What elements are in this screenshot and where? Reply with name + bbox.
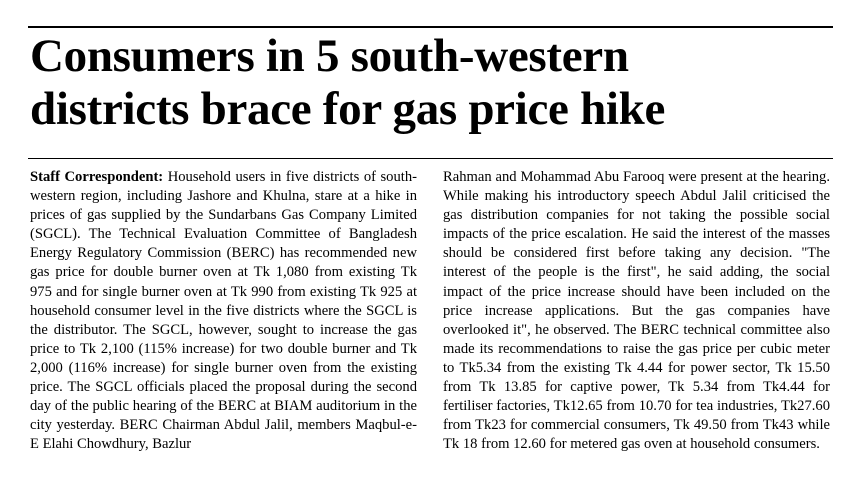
article-paragraph-right: Rahman and Mohammad Abu Farooq were present at the hearing. While making his introductory speech Abdul Jalil criticised the gas distribution companies for not taking the possible social impacts of the price escalation. He said the interest of the masses should be considered first before taking any decision. "The interest of the people is the first", he said adding, the social impact of the price increase should have been included on the price increase applications. But the gas companies have overlooked it", he observed. The BERC technical committee also made its recommendations to raise the gas price per cubic meter to Tk5.34 from the existing Tk 4.44 for power sector, Tk 15.50 from Tk 13.85 for captive power, Tk 5.34 from Tk4.44 for fertiliser factories, Tk12.65 from 10.70 for tea industries, Tk27.60 from Tk23 for commercial consumers, Tk 49.50 from Tk43 while Tk 18 from 12.60 for metered gas oven at household consumers. bbox=[443, 169, 830, 453]
page-title bbox=[30, 30, 830, 136]
headline-divider-rule bbox=[28, 158, 833, 159]
headline-line-2: districts brace for gas price hike bbox=[30, 83, 666, 135]
byline: Staff Correspondent: bbox=[30, 169, 164, 185]
article-body bbox=[30, 168, 830, 476]
article-column-left bbox=[30, 168, 417, 476]
article-column-right bbox=[443, 168, 830, 476]
article-text-left: Household users in five districts of south-western region, including Jashore and Khulna, stare at a hike in prices of gas supplied by the Sundarbans Gas Company Limited (SGCL). The Technical Evaluation Committee of Bangladesh Energy Regulatory Commission (BERC) has recommended new gas price for double burner oven at Tk 1,080 from existing Tk 975 and for single burner oven at Tk 990 from existing Tk 925 at household consumer level in the five districts where the SGCL is the distributor. The SGCL, however, sought to increase the gas price to Tk 2,100 (115% increase) for two double burner and Tk 2,000 (116% increase) for single burner oven from the existing price. The SGCL officials placed the proposal during the second day of the public hearing of the BERC at BIAM auditorium in the city yesterday. BERC Chairman Abdul Jalil, members Maqbul-e-E Elahi Chowdhury, Bazlur bbox=[30, 169, 417, 453]
bottom-divider-rule bbox=[28, 479, 833, 480]
top-divider-rule bbox=[28, 26, 833, 28]
headline-line-1: Consumers in 5 south-western bbox=[30, 30, 629, 82]
article-paragraph-left bbox=[30, 168, 417, 454]
